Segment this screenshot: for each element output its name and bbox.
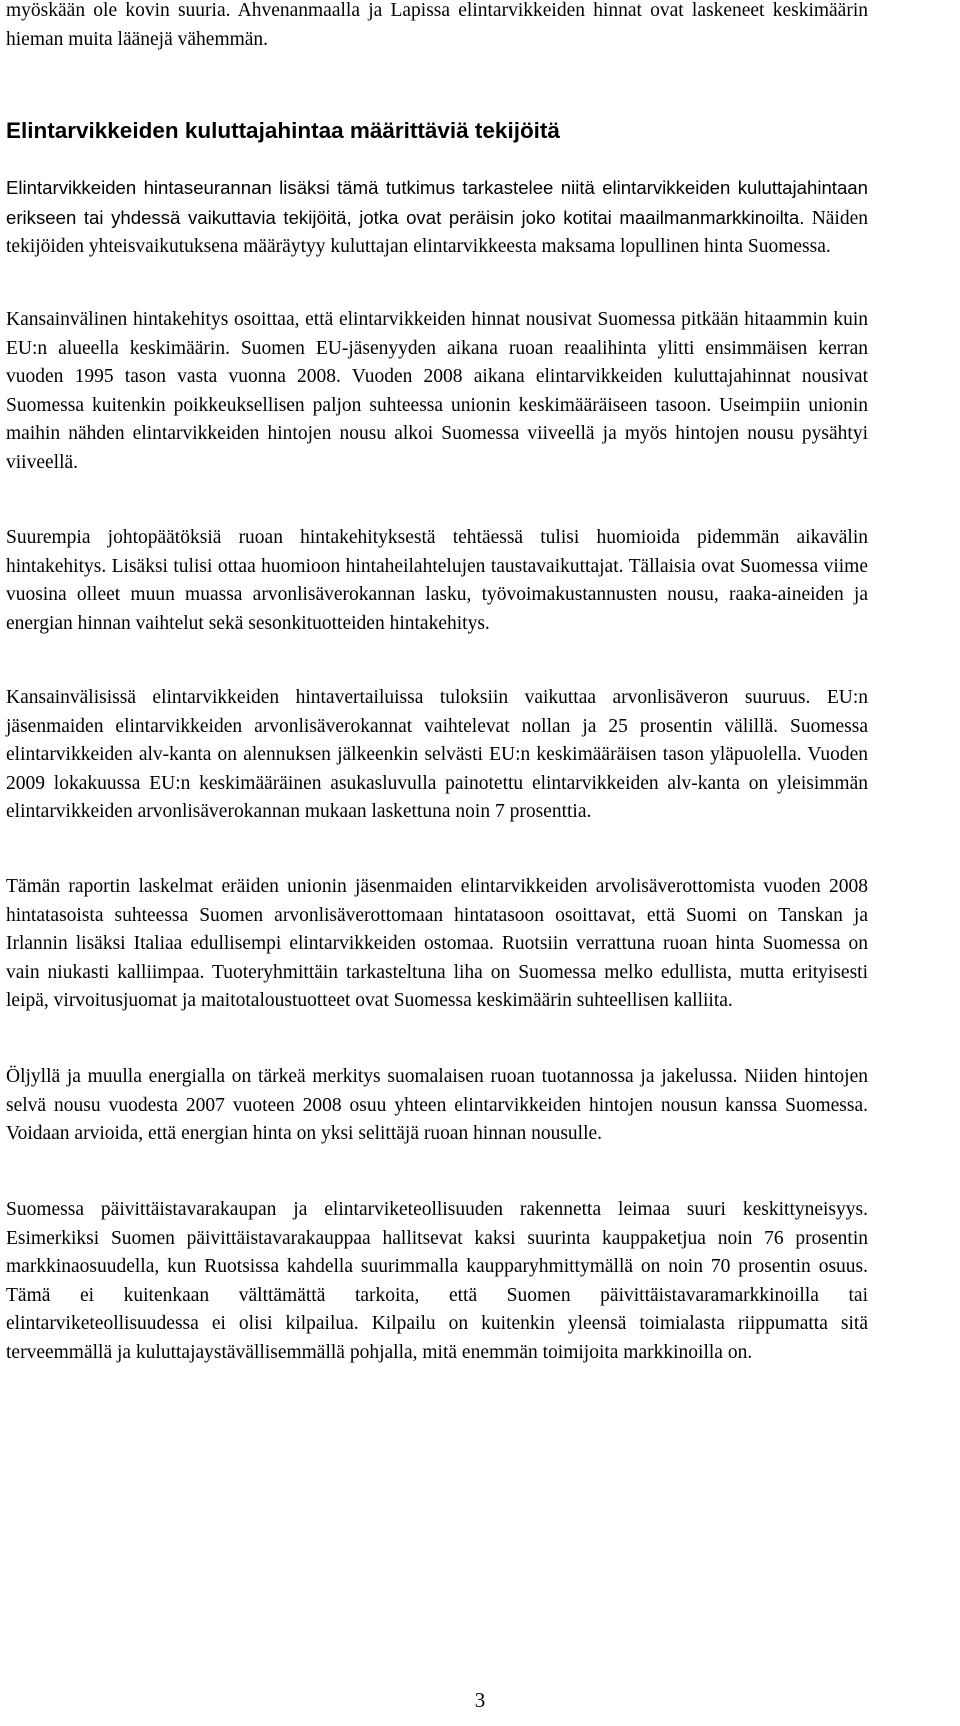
energy-paragraph: Öljyllä ja muulla energialla on tärkeä merkitys suomalaisen ruoan tuotannossa ja jakelussa. Niiden hintojen selvä nousu vuodesta 2007 vuoteen 2008 osuu yhteen elintarvikkeiden hintojen nousun kanssa Suomessa. Voidaan arvioida, että energian hinta on yksi selittäjä ruoan hinnan nousulle. (6, 1066, 868, 1144)
price-development-paragraph: Kansainvälinen hintakehitys osoittaa, että elintarvikkeiden hinnat nousivat Suomessa pitkään hitaammin kuin EU:n alueella keskimäärin. Suomen EU-jäsenyyden aikana ruoan reaalihinta ylitti ensimmäisen kerran vuoden 1995 tason vasta vuonna 2008. Vuoden 2008 aikana elintarvikkeiden kuluttajahinnat nousivat Suomessa kuitenkin poikkeuksellisen paljon suhteessa unionin keskimääräiseen tasoon. Useimpiin unionin maihin nähden elintarvikkeiden hintojen nousu alkoi Suomessa viiveellä ja myös hintojen nousu pysähtyi viiveellä. (6, 309, 868, 473)
market-concentration-paragraph: Suomessa päivittäistavarakaupan ja elintarviketeollisuuden rakennetta leimaa suuri keskittyneisyys. Esimerkiksi Suomen päivittäistavarakauppaa hallitsevat kaksi suurinta kauppaketjua noin 76 prosentin markkinaosuudella, kun Ruotsissa kahdella suurimmalla kaupparyhmittymällä on noin 70 prosentin osuus. Tämä ei kuitenkaan välttämättä tarkoita, että Suomen päivittäistavaramarkkinoilla tai elintarviketeollisuudessa ei olisi kilpailua. Kilpailu on kuitenkin yleensä toimialasta riippumatta sitä terveemmällä ja kuluttajaystävällisemmällä pohjalla, mitä enemmän toimijoita markkinoilla on. (6, 1199, 868, 1363)
vat-paragraph: Kansainvälisissä elintarvikkeiden hintavertailuissa tuloksiin vaikuttaa arvonlisäveron suuruus. EU:n jäsenmaiden elintarvikkeiden arvonlisäverokannat vaihtelevat nollan ja 25 prosentin välillä. Suomessa elintarvikkeiden alv-kanta on alennuksen jälkeenkin selvästi EU:n keskimääräisen tason yläpuolella. Vuoden 2009 lokakuussa EU:n keskimääräinen asukasluvulla painotettu elintarvikkeiden alv-kanta on yleisimmän elintarvikkeiden arvonlisäverokannan mukaan laskettuna noin 7 prosenttia. (6, 687, 868, 822)
price-comparison-paragraph: Tämän raportin laskelmat eräiden unionin jäsenmaiden elintarvikkeiden arvolisäverottomista vuoden 2008 hintatasoista suhteessa Suomen arvonlisäverottomaan hintatasoon osoittavat, että Suomi on Tanskan ja Irlannin lisäksi Italiaa edullisempi elintarvikkeiden ostomaa. Ruotsiin verrattuna ruoan hinta Suomessa on vain niukasti kalliimpaa. Tuoteryhmittäin tarkasteltuna liha on Suomessa melko edullista, mutta erityisesti leipä, virvoitusjuomat ja maitotaloustuotteet ovat Suomessa keskimäärin suhteellisen kalliita. (6, 876, 868, 1011)
factors-paragraph (6, 174, 868, 262)
intro-fragment-paragraph: myöskään ole kovin suuria. Ahvenanmaalla ja Lapissa elintarvikkeiden hinnat ovat laskeneet keskimäärin hieman muita läänejä vähemmän. (6, 0, 868, 50)
factors-paragraph-serif-part: Näiden tekijöiden yhteisvaikutuksena määräytyy kuluttajan elintarvikkeesta maksama lopullinen hinta Suomessa. (6, 207, 869, 257)
page-number: 3 (474, 1688, 486, 1712)
factors-paragraph-sans-part: Elintarvikkeiden hintaseurannan lisäksi tämä tutkimus tarkastelee niitä elintarvikkeiden kuluttajahintaan erikseen tai yhdessä vaikuttavia tekijöitä, jotka ovat peräisin joko kotitai maailmanmarkkinoilta. (6, 177, 868, 228)
section-heading: Elintarvikkeiden kuluttajahintaa määrittäviä tekijöitä (6, 118, 560, 143)
conclusions-paragraph: Suurempia johtopäätöksiä ruoan hintakehityksestä tehtäessä tulisi huomioida pidemmän aikavälin hintakehitys. Lisäksi tulisi ottaa huomioon hintaheilahtelujen taustavaikuttajat. Tällaisia ovat Suomessa viime vuosina olleet muun muassa arvonlisäverokannan lasku, työvoimakustannusten nousu, raaka-aineiden ja energian hinnan vaihtelut sekä sesonkituotteiden hintakehitys. (6, 527, 868, 634)
